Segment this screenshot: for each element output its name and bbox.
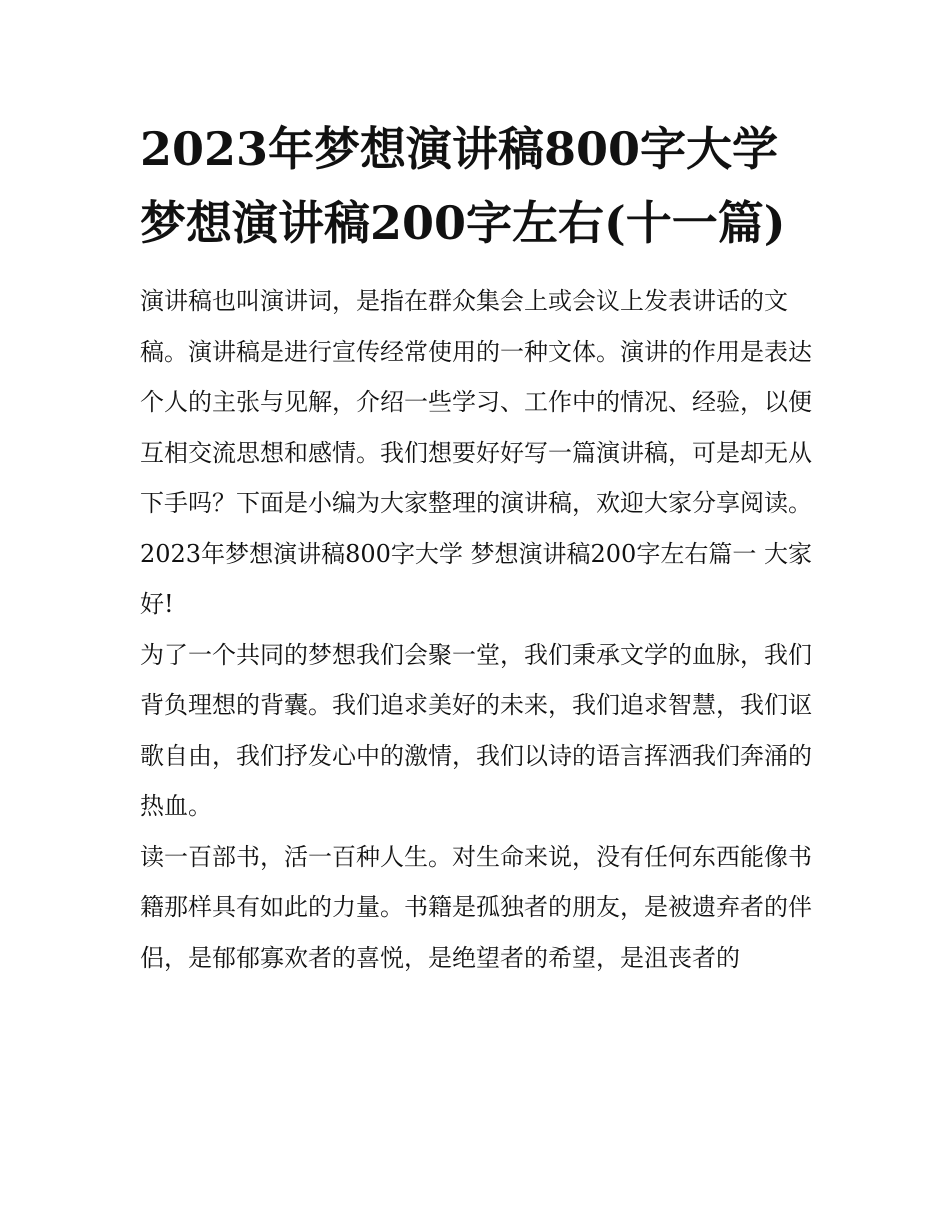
body-paragraph: 为了一个共同的梦想我们会聚一堂，我们秉承文学的血脉，我们背负理想的背囊。我们追求美好的未来，我们追求智慧，我们讴歌自由，我们抒发心中的激情，我们以诗的语言挥洒我们奔涌的热血。 bbox=[140, 640, 812, 820]
body-paragraph: 读一百部书，活一百种人生。对生命来说，没有任何东西能像书籍那样具有如此的力量。书籍是孤独者的朋友，是被遗弃者的伴侣，是郁郁寡欢者的喜悦，是绝望者的希望，是沮丧者的 bbox=[140, 842, 812, 972]
document-title: 2023年梦想演讲稿800字大学梦想演讲稿200字左右(十一篇) bbox=[140, 122, 786, 250]
intro-paragraph: 演讲稿也叫演讲词，是指在群众集会上或会议上发表讲话的文稿。演讲稿是进行宣传经常使用的一种文体。演讲的作用是表达个人的主张与见解，介绍一些学习、工作中的情况、经验，以便互相交流思想和感情。我们想要好好写一篇演讲稿，可是却无从下手吗？下面是小编为大家整理的演讲稿，欢迎大家分享阅读。 bbox=[140, 287, 812, 517]
section-heading-paragraph: 2023年梦想演讲稿800字大学 梦想演讲稿200字左右篇一 大家好! bbox=[140, 539, 812, 618]
document-page bbox=[140, 112, 820, 983]
